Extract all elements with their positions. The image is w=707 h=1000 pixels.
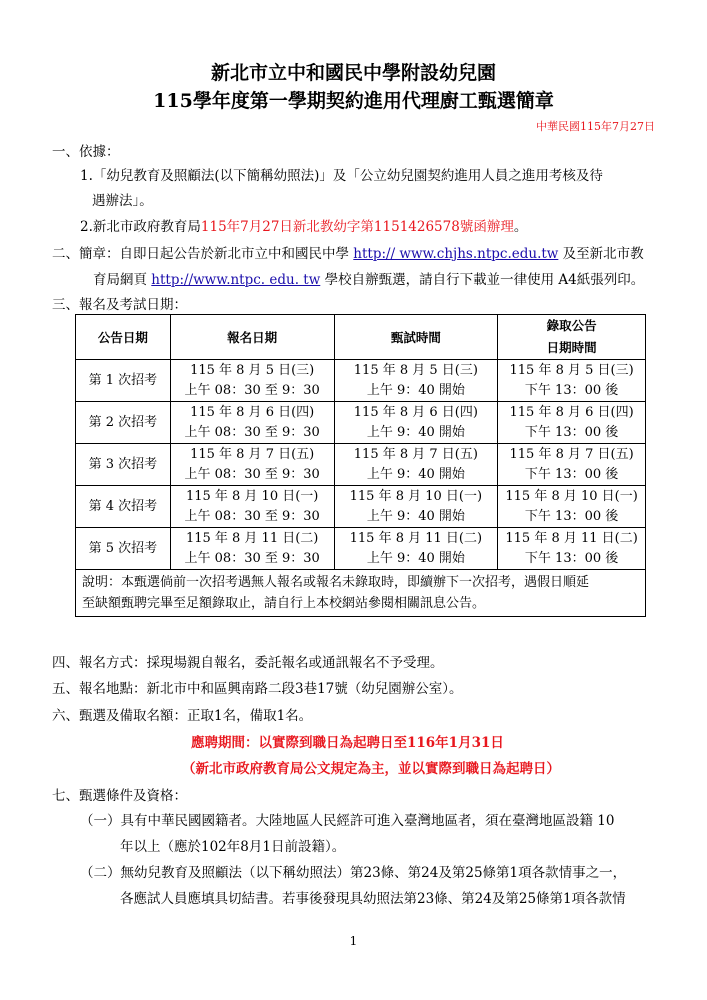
table-row — [76, 402, 646, 444]
exam-cell — [334, 402, 498, 444]
ann-time: 下午 13：00 後 — [524, 424, 619, 440]
exam-cell — [334, 486, 498, 528]
section-2-text-3: 學校自辦甄選，請自行下載並一律使用 A4紙張列印。 — [320, 272, 645, 288]
announcement-cell — [498, 444, 646, 486]
table-header-row — [76, 315, 646, 360]
education-bureau-link[interactable]: http://www.ntpc. edu. tw — [151, 272, 321, 288]
section-7-item-2-cont: 各應試人員應填具切結書。若事後發現具幼照法第23條、第24及第25條第1項各款情 — [120, 891, 626, 907]
reg-date: 115 年 8 月 7 日(五) — [190, 446, 315, 462]
exam-date: 115 年 8 月 6 日(四) — [353, 404, 478, 420]
header-registration-date: 報名日期 — [170, 315, 334, 360]
section-7-item-1: （一）具有中華民國國籍者。大陸地區人民經許可進入臺灣地區者，須在臺灣地區設籍 10 — [80, 813, 615, 829]
table-note-row — [76, 570, 646, 617]
registration-cell — [170, 444, 334, 486]
round-cell: 第 2 次招考 — [76, 402, 171, 444]
reg-date: 115 年 8 月 5 日(三) — [190, 362, 315, 378]
reg-time: 上午 08：30 至 9：30 — [184, 508, 320, 524]
round-cell: 第 1 次招考 — [76, 360, 171, 402]
reg-time: 上午 08：30 至 9：30 — [184, 424, 320, 440]
header-exam-time: 甄試時間 — [334, 315, 498, 360]
table-note-line-1: 說明：本甄選倘前一次招考遇無人報名或報名未錄取時，即續辦下一次招考，遇假日順延 — [82, 575, 590, 590]
ann-time: 下午 13：00 後 — [524, 466, 619, 482]
document-title: 新北市立中和國民中學附設幼兒園 — [210, 62, 496, 84]
reg-date: 115 年 8 月 10 日(一) — [185, 488, 319, 504]
section-5: 五、報名地點：新北市中和區興南路二段3巷17號（幼兒園辦公室）。 — [52, 681, 463, 697]
registration-cell — [170, 360, 334, 402]
section-4: 四、報名方式：採現場親自報名，委託報名或通訊報名不予受理。 — [52, 655, 444, 671]
registration-cell — [170, 486, 334, 528]
section-2-text-2: 育局網頁 — [93, 272, 152, 288]
section-7-heading: 七、甄選條件及資格： — [52, 788, 187, 804]
section-2-text: 二、簡章：自即日起公告於新北市立中和國民中學 — [52, 246, 354, 262]
exam-time: 上午 9：40 開始 — [366, 550, 465, 566]
exam-date: 115 年 8 月 5 日(三) — [353, 362, 478, 378]
section-3-heading: 三、報名及考試日期： — [52, 297, 187, 313]
announcement-cell — [498, 360, 646, 402]
table-note — [76, 570, 646, 617]
ann-date: 115 年 8 月 7 日(五) — [509, 446, 634, 462]
table-row — [76, 528, 646, 570]
table-row — [76, 444, 646, 486]
section-2-line-2 — [93, 268, 644, 288]
item-2-suffix: 。 — [513, 219, 528, 235]
round-cell: 第 4 次招考 — [76, 486, 171, 528]
header-result-line-1: 錄取公告 — [546, 318, 597, 333]
ann-date: 115 年 8 月 5 日(三) — [509, 362, 634, 378]
section-1-item-1: 1.「幼兒教育及照顧法(以下簡稱幼照法)」及「公立幼兒園契約進用人員之進用考核及待 — [80, 168, 603, 184]
exam-cell — [334, 444, 498, 486]
reg-date: 115 年 8 月 11 日(二) — [185, 530, 319, 546]
schedule-table — [75, 314, 646, 617]
exam-cell — [334, 528, 498, 570]
ann-time: 下午 13：00 後 — [524, 382, 619, 398]
reg-time: 上午 08：30 至 9：30 — [184, 382, 320, 398]
round-cell: 第 3 次招考 — [76, 444, 171, 486]
school-website-link[interactable]: http:// www.chjhs.ntpc.edu.tw — [353, 246, 559, 262]
section-7-item-1-cont: 年以上（應於102年8月1日前設籍）。 — [120, 839, 346, 855]
ann-time: 下午 13：00 後 — [524, 550, 619, 566]
section-6: 六、甄選及備取名額：正取1名，備取1名。 — [52, 708, 313, 724]
ann-date: 115 年 8 月 6 日(四) — [509, 404, 634, 420]
ann-date: 115 年 8 月 11 日(二) — [505, 530, 638, 546]
section-1-item-1-cont: 遇辦法」。 — [92, 193, 153, 209]
exam-time: 上午 9：40 開始 — [366, 466, 465, 482]
issue-date: 中華民國115年7月27日 — [536, 120, 655, 133]
section-1-item-2 — [80, 215, 527, 235]
exam-cell — [334, 360, 498, 402]
announcement-cell — [498, 486, 646, 528]
round-cell: 第 5 次招考 — [76, 528, 171, 570]
ann-date: 115 年 8 月 10 日(一) — [505, 488, 638, 504]
reg-time: 上午 08：30 至 9：30 — [184, 550, 320, 566]
announcement-cell — [498, 528, 646, 570]
section-2-line-1 — [52, 242, 644, 262]
exam-date: 115 年 8 月 7 日(五) — [353, 446, 478, 462]
registration-cell — [170, 528, 334, 570]
exam-time: 上午 9：40 開始 — [366, 382, 465, 398]
section-7-item-2: （二）無幼兒教育及照顧法（以下稱幼照法）第23條、第24及第25條第1項各款情事之一， — [80, 865, 627, 881]
ann-time: 下午 13：00 後 — [524, 508, 619, 524]
reg-date: 115 年 8 月 6 日(四) — [190, 404, 315, 420]
exam-date: 115 年 8 月 11 日(二) — [349, 530, 483, 546]
section-1-heading: 一、依據： — [52, 144, 120, 160]
item-2-reference: 115年7月27日新北教幼字第1151426578號函辦理 — [200, 219, 514, 235]
document-subtitle: 115學年度第一學期契約進用代理廚工甄選簡章 — [153, 90, 554, 112]
announcement-cell — [498, 402, 646, 444]
registration-cell — [170, 402, 334, 444]
table-note-line-2: 至缺額甄聘完畢至足額錄取止，請自行上本校網站參閱相關訊息公告。 — [82, 596, 486, 611]
header-announcement-date: 公告日期 — [76, 315, 171, 360]
page-number: 1 — [349, 934, 358, 948]
exam-time: 上午 9：40 開始 — [366, 424, 465, 440]
header-result-line-2: 日期時間 — [546, 340, 597, 355]
exam-date: 115 年 8 月 10 日(一) — [349, 488, 483, 504]
table-row — [76, 486, 646, 528]
exam-time: 上午 9：40 開始 — [366, 508, 465, 524]
item-2-prefix: 2.新北市政府教育局 — [80, 219, 201, 235]
employment-period-note: （新北市政府教育局公文規定為主，並以實際到職日為起聘日） — [182, 761, 560, 777]
section-2-text-cont: 及至新北市教 — [558, 246, 644, 262]
header-result-announcement — [498, 315, 646, 360]
table-row — [76, 360, 646, 402]
reg-time: 上午 08：30 至 9：30 — [184, 466, 320, 482]
employment-period: 應聘期間：以實際到職日為起聘日至116年1月31日 — [191, 735, 504, 751]
